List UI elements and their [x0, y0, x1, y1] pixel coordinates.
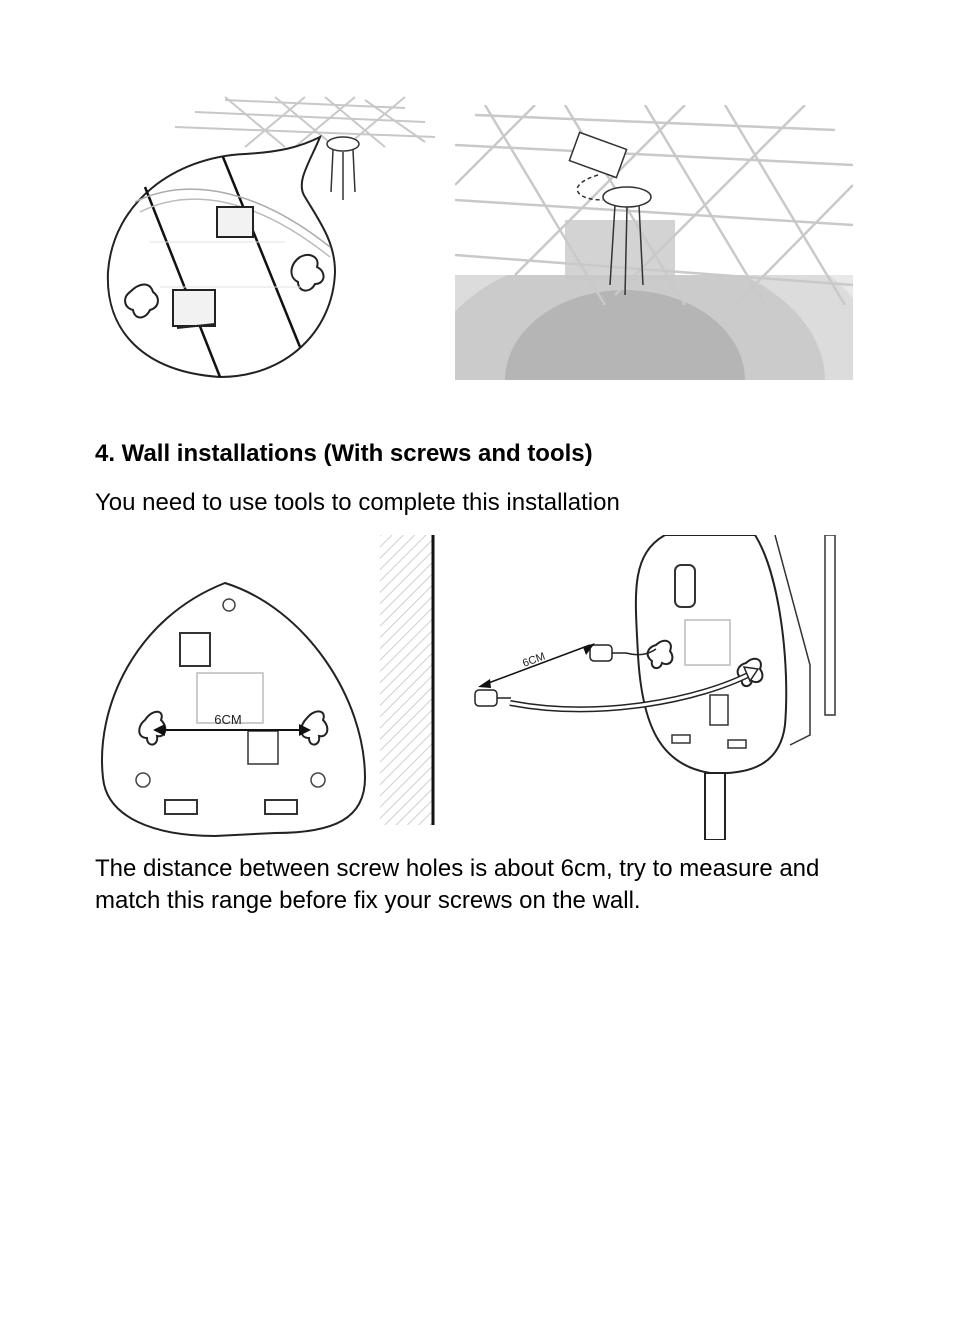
mounting-bracket-figure	[95, 578, 370, 840]
section-heading: 4. Wall installations (With screws and tools)	[95, 440, 593, 467]
wall-distance-label: 6CM	[521, 650, 547, 670]
bracket-distance-label: 6CM	[214, 712, 242, 727]
intro-text: You need to use tools to complete this installation	[95, 489, 620, 516]
ceiling-coverage-figure	[455, 105, 853, 380]
note-text: The distance between screw holes is about 6cm, try to measure and match this range before fix your screws on the wall.	[95, 855, 820, 914]
wall-mount-figure	[380, 535, 840, 840]
magnifier-circle	[108, 137, 335, 377]
ceiling-mount-detail-figure	[105, 92, 435, 384]
